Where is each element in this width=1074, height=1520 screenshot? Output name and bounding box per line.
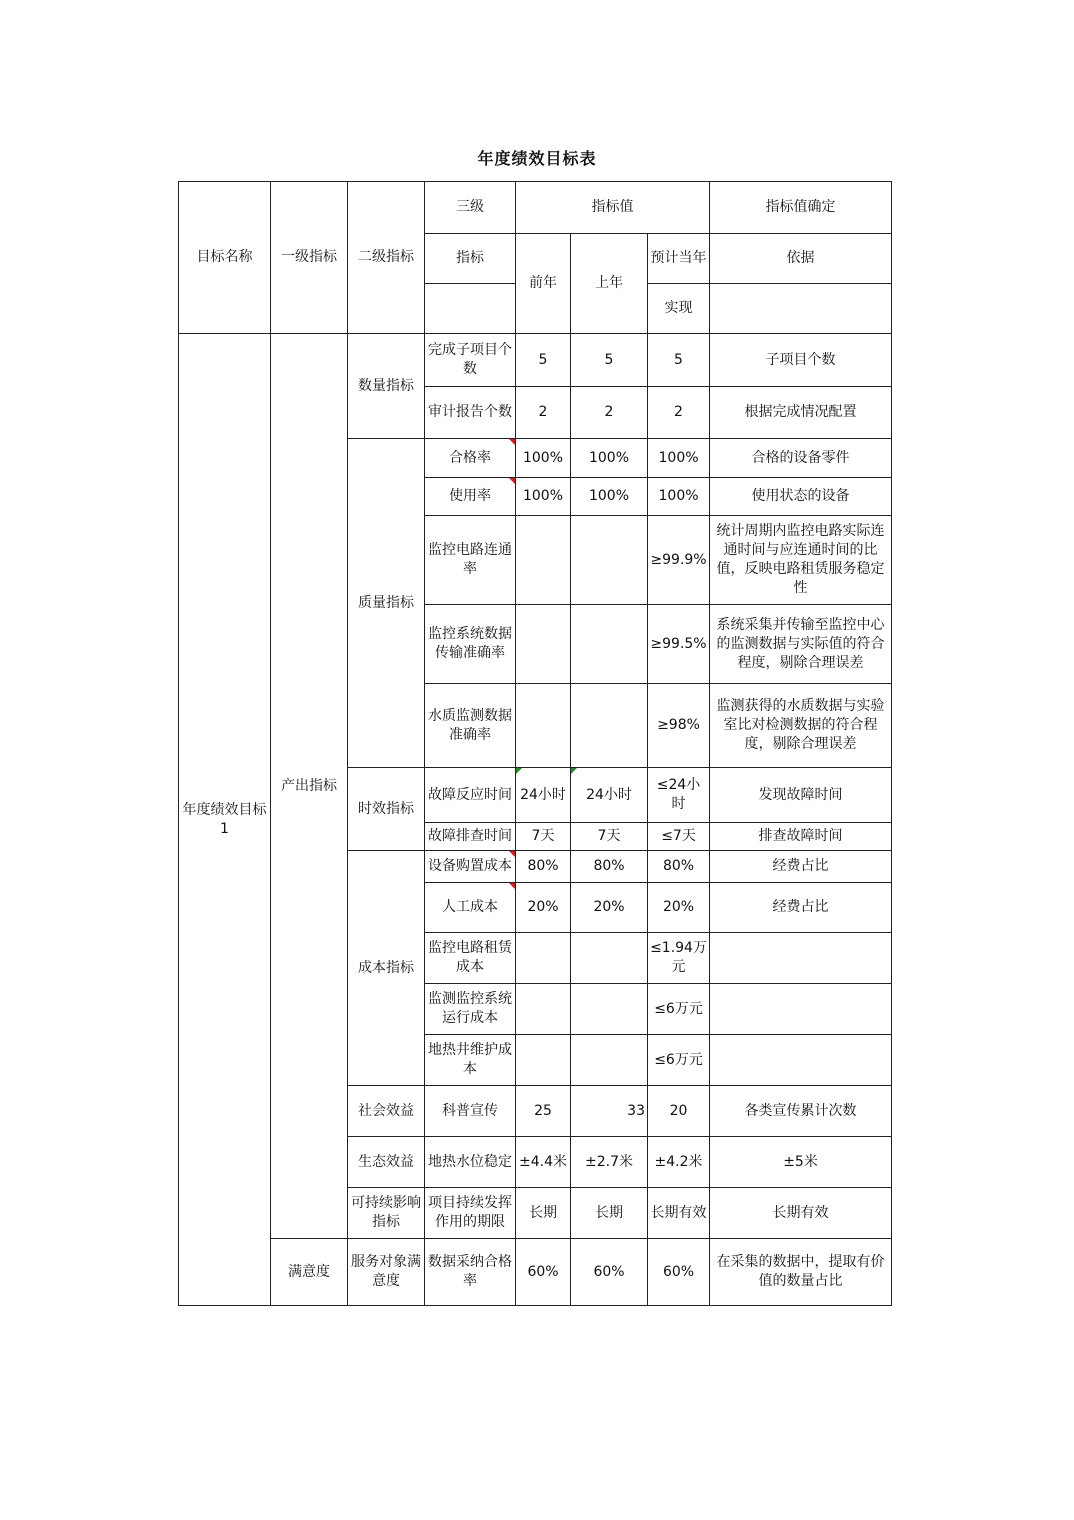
- basis-text: 合格的设备零件: [710, 439, 892, 478]
- expected-value: 100%: [648, 439, 710, 478]
- last-year-value: 5: [571, 334, 648, 387]
- comment-marker-icon: [509, 478, 515, 484]
- basis-text: ±5米: [710, 1137, 892, 1188]
- page-title: 年度绩效目标表: [477, 149, 597, 168]
- header-level3: 三级: [425, 182, 516, 234]
- header-last-year: 上年: [571, 234, 648, 334]
- expected-value: 80%: [648, 851, 710, 883]
- basis-text: 使用状态的设备: [710, 478, 892, 516]
- expected-value: ≤6万元: [648, 984, 710, 1035]
- comment-marker-icon: [571, 768, 577, 774]
- expected-value: 60%: [648, 1239, 710, 1306]
- indicator-name: 审计报告个数: [425, 387, 516, 439]
- prev-year-value: 20%: [516, 883, 571, 933]
- expected-value: 5: [648, 334, 710, 387]
- comment-marker-icon: [509, 851, 515, 857]
- expected-value: ≤7天: [648, 823, 710, 851]
- header-empty-cell: [425, 284, 516, 334]
- indicator-name: 科普宣传: [425, 1086, 516, 1137]
- prev-year-value: 2: [516, 387, 571, 439]
- last-year-value: 2: [571, 387, 648, 439]
- last-year-value: [571, 516, 648, 605]
- basis-text: 统计周期内监控电路实际连通时间与应连通时间的比值，反映电路租赁服务稳定性: [710, 516, 892, 605]
- last-year-value: 20%: [571, 883, 648, 933]
- table-row: [179, 334, 892, 387]
- prev-year-value: [516, 516, 571, 605]
- basis-text: 子项目个数: [710, 334, 892, 387]
- indicator-name: [425, 439, 516, 478]
- basis-text: [710, 1035, 892, 1086]
- expected-value: ±4.2米: [648, 1137, 710, 1188]
- header-indicator: 指标: [425, 234, 516, 284]
- basis-text: [710, 984, 892, 1035]
- indicator-name: 地热水位稳定: [425, 1137, 516, 1188]
- table-row: [179, 1239, 892, 1306]
- comment-marker-icon: [516, 768, 522, 774]
- performance-table: [178, 181, 892, 1306]
- prev-year-value: [516, 605, 571, 684]
- expected-value: ≥99.5%: [648, 605, 710, 684]
- prev-year-value: 100%: [516, 439, 571, 478]
- header-basis-2: 依据: [710, 234, 892, 284]
- basis-text: 排查故障时间: [710, 823, 892, 851]
- level1-satisfaction: 满意度: [271, 1239, 348, 1306]
- last-year-value: 80%: [571, 851, 648, 883]
- basis-text: 根据完成情况配置: [710, 387, 892, 439]
- level2-quality: 质量指标: [348, 439, 425, 768]
- prev-year-value: 7天: [516, 823, 571, 851]
- header-level1: 一级指标: [271, 182, 348, 334]
- expected-value: 20%: [648, 883, 710, 933]
- last-year-value: 33: [571, 1086, 648, 1137]
- prev-year-value: [516, 1035, 571, 1086]
- indicator-name: [425, 478, 516, 516]
- indicator-name: 故障排查时间: [425, 823, 516, 851]
- indicator-name: 完成子项目个数: [425, 334, 516, 387]
- indicator-name-text: 使用率: [449, 488, 491, 504]
- last-year-value: 长期: [571, 1188, 648, 1239]
- header-row: [179, 182, 892, 234]
- basis-text: 在采集的数据中，提取有价值的数量占比: [710, 1239, 892, 1306]
- comment-marker-icon: [509, 439, 515, 445]
- indicator-name-text: 设备购置成本: [428, 858, 512, 874]
- basis-text: 发现故障时间: [710, 768, 892, 823]
- level2-quantity: 数量指标: [348, 334, 425, 439]
- expected-value: ≤24小时: [648, 768, 710, 823]
- last-year-value: 100%: [571, 439, 648, 478]
- prev-year-value: 25: [516, 1086, 571, 1137]
- last-year-value: [571, 684, 648, 768]
- expected-value: 20: [648, 1086, 710, 1137]
- last-year-value: 100%: [571, 478, 648, 516]
- indicator-name: 数据采纳合格率: [425, 1239, 516, 1306]
- header-prev-year: 前年: [516, 234, 571, 334]
- basis-text: 各类宣传累计次数: [710, 1086, 892, 1137]
- indicator-name: 水质监测数据准确率: [425, 684, 516, 768]
- level2-eco: 生态效益: [348, 1137, 425, 1188]
- last-year-value: [571, 1035, 648, 1086]
- header-empty-cell: [710, 284, 892, 334]
- level2-timeliness: 时效指标: [348, 768, 425, 851]
- header-level2: 二级指标: [348, 182, 425, 334]
- prev-year-value: 100%: [516, 478, 571, 516]
- prev-year-text: 24小时: [520, 786, 566, 803]
- expected-value: 100%: [648, 478, 710, 516]
- header-goal-name: 目标名称: [179, 182, 271, 334]
- prev-year-value: [516, 933, 571, 984]
- prev-year-value: [516, 684, 571, 768]
- indicator-name: 监控系统数据传输准确率: [425, 605, 516, 684]
- expected-value: ≤1.94万元: [648, 933, 710, 984]
- basis-text: 长期有效: [710, 1188, 892, 1239]
- last-year-value: [571, 768, 648, 823]
- indicator-name: 监测监控系统运行成本: [425, 984, 516, 1035]
- prev-year-value: 80%: [516, 851, 571, 883]
- last-year-value: [571, 933, 648, 984]
- last-year-value: [571, 605, 648, 684]
- expected-value: ≥99.9%: [648, 516, 710, 605]
- indicator-name: [425, 883, 516, 933]
- indicator-name: 故障反应时间: [425, 768, 516, 823]
- indicator-name: 项目持续发挥作用的期限: [425, 1188, 516, 1239]
- level2-cost: 成本指标: [348, 851, 425, 1086]
- header-expected-2: 实现: [648, 284, 710, 334]
- level2-service: 服务对象满意度: [348, 1239, 425, 1306]
- last-year-value: 7天: [571, 823, 648, 851]
- level2-social: 社会效益: [348, 1086, 425, 1137]
- basis-text: 监测获得的水质数据与实验室比对检测数据的符合程度，剔除合理误差: [710, 684, 892, 768]
- indicator-name: [425, 851, 516, 883]
- basis-text: [710, 933, 892, 984]
- header-expected-1: 预计当年: [648, 234, 710, 284]
- indicator-name: 监控电路连通率: [425, 516, 516, 605]
- prev-year-value: ±4.4米: [516, 1137, 571, 1188]
- header-basis-1: 指标值确定: [710, 182, 892, 234]
- indicator-name-text: 合格率: [449, 449, 491, 466]
- basis-text: 经费占比: [710, 851, 892, 883]
- indicator-name-text: 人工成本: [442, 899, 498, 915]
- last-year-value: ±2.7米: [571, 1137, 648, 1188]
- prev-year-value: [516, 768, 571, 823]
- last-year-value: 60%: [571, 1239, 648, 1306]
- basis-text: 系统采集并传输至监控中心的监测数据与实际值的符合程度，剔除合理误差: [710, 605, 892, 684]
- level1-output: 产出指标: [271, 334, 348, 1239]
- expected-value: ≥98%: [648, 684, 710, 768]
- expected-value: 2: [648, 387, 710, 439]
- expected-value: 长期有效: [648, 1188, 710, 1239]
- last-year-text: 24小时: [586, 786, 632, 803]
- comment-marker-icon: [509, 883, 515, 889]
- prev-year-value: 60%: [516, 1239, 571, 1306]
- basis-text: 经费占比: [710, 883, 892, 933]
- last-year-value: [571, 984, 648, 1035]
- prev-year-value: 5: [516, 334, 571, 387]
- prev-year-value: 长期: [516, 1188, 571, 1239]
- header-value: 指标值: [516, 182, 710, 234]
- indicator-name: 监控电路租赁成本: [425, 933, 516, 984]
- expected-value: ≤6万元: [648, 1035, 710, 1086]
- level2-sustain: 可持续影响指标: [348, 1188, 425, 1239]
- indicator-name: 地热井维护成本: [425, 1035, 516, 1086]
- prev-year-value: [516, 984, 571, 1035]
- goal-cell: 年度绩效目标1: [179, 334, 271, 1306]
